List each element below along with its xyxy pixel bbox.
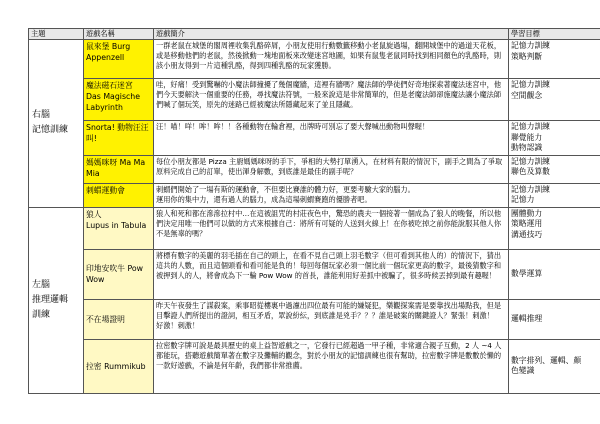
game-intro: 汪！喵！咩！哞！哞！！各種動物在輪倉裡，出牌時可別忘了要大聲喊出動物叫聲喔！	[154, 121, 509, 156]
theme-left-brain: 左腦 推理邏輯 訓練	[29, 207, 84, 393]
table-row	[29, 183, 600, 207]
game-name: 印地安吹牛 Pow Wow	[84, 249, 154, 299]
learning-goal: 團體動力 策略運用 溝通技巧	[509, 207, 600, 249]
game-name: 刺蝟運動會	[84, 183, 154, 207]
game-name: Snorta! 動物汪汪 叫!	[84, 121, 154, 156]
game-table	[28, 28, 600, 394]
learning-goal: 邏輯推理	[509, 299, 600, 339]
game-intro: 狼人和死和都在滲滲拉村中…在這被詛咒的村莊夜色中，驚恐的農夫一個接著一個成為了狼人的晚餐，所以他們決定用唯一他們可以做的方式來根據自己：將所有可疑的人送到火線上！在你被吃掉之前你能說服其他人你不是無辜的嗎？	[154, 207, 509, 249]
game-name: 狼人 Lupus in Tabula	[84, 207, 154, 249]
table-row	[29, 121, 600, 156]
header-goal: 學習目標	[509, 29, 600, 40]
header-theme: 主題	[29, 29, 84, 40]
table-row	[29, 40, 600, 79]
learning-goal: 記憶力訓練 記憶力	[509, 183, 600, 207]
game-name: 魔法磁石迷宮 Das Magische Labyrinth	[84, 79, 154, 121]
header-row	[29, 29, 600, 40]
game-name: 媽媽咪呀 Ma Ma Mia	[84, 155, 154, 183]
game-intro: 每位小朋友都是 Pizza 主廚媽媽咪呀的手下，爭相的大勢打單湧入，在材料有限的情況下，副手之間為了爭取原料完成自己的訂單，使出渾身解數，到底誰是最佳的副手呢？	[154, 155, 509, 183]
header-intro: 遊戲簡介	[154, 29, 509, 40]
learning-goal: 記憶力訓練 聯色及算數	[509, 155, 600, 183]
table-row	[29, 207, 600, 249]
table-row	[29, 79, 600, 121]
table-row	[29, 339, 600, 393]
game-intro: 將標有數字的美麗的羽毛插在自己的頭上，在看不見自己頭上羽毛數字（但可看到其他人的）的情況下，猜出這共的人數，而且這個頭看和看可能是負的！每回每個玩家必須一個比前一個玩家更高的數字，最後猜數字和被押到人的人，將會成為下一輪 Pow Wow 的首長，誰能利用好差抓中被騙了，很多時候丟掉到最有趣喔！	[154, 249, 509, 299]
game-intro: 哇，好痛！受到驚嚇的小魔法師撞擾了幾個魔牆，這裡有牆嗎？魔法師的學徒們好奇地探索著魔法迷宮中，他們今天要解決一個重要的任務，尋找魔法符號，一般來說這是非常簡單的，但是老魔法師卻施魔法讓小魔法師們喊了個玩笑，原先的迷路已經被魔法所隱藏起來了並且隱藏。	[154, 79, 509, 121]
game-name: 不在場證明	[84, 299, 154, 339]
game-intro: 一群老鼠在城堡的閣周裡收集乳酪碎屑，小朋友使用行動數籤移動小老鼠旋過場，翻開城堡中的過道天花板，或是移動他們的老鼠，然後掀動一塊地面板來改變迷宮地圖，如果有鼠隻老鼠同時找到相同顏色的乳酪時，則該小朋友得到一片這種乳酪，得到四種乳酪的玩家獲勝。	[154, 40, 509, 79]
table-row	[29, 249, 600, 299]
learning-goal: 數字排列、邏輯、顏 色變識	[509, 339, 600, 393]
game-name: 拉密 Rummikub	[84, 339, 154, 393]
table-row	[29, 155, 600, 183]
learning-goal: 記憶力訓練 策略判斷	[509, 40, 600, 79]
theme-right-brain: 右腦 記憶訓練	[29, 40, 84, 208]
header-name: 遊戲名稱	[84, 29, 154, 40]
game-intro: 刺蝟們開始了一場有斯的運動會，不但要比賽誰的體力好，更要考驗大家的腦力。 運用你的集中力，還有過人的腦力，成為這場刺蝟賽跑的優勝者吧。	[154, 183, 509, 207]
learning-goal: 記憶力訓練 空間觀念	[509, 79, 600, 121]
learning-goal: 數學運算	[509, 249, 600, 299]
game-intro: 拉密數字牌可說是最具歷史的桌上益智遊戲之一，它發行已經超過一甲子種，非常適合親子互動，2 人 ~4 人都能玩，搭聽遊戲簡單著在數字及攤輔的觀念，對於小朋友的記憶訓練也很有幫助，拉密數字牌是數數於懶的一款好遊戲，不論是何年齡，我們都非常推薦。	[154, 339, 509, 393]
learning-goal: 記憶力訓練 聯覺能力 動物認識	[509, 121, 600, 156]
table-row	[29, 299, 600, 339]
game-name: 鼠來堡 Burg Appenzell	[84, 40, 154, 79]
game-intro: 昨天午夜發生了謀殺案，乘事昭從樓裏中過濾出四位最有可能的嫌疑犯，樂觀探案需是要靠找出場點我，但是目擊證人們所提出的證詞，相互矛盾，眾說紛紜，到底誰是兇手？？？誰是破案的關鍵證人？緊張！刺激！ 好激！刺激！	[154, 299, 509, 339]
